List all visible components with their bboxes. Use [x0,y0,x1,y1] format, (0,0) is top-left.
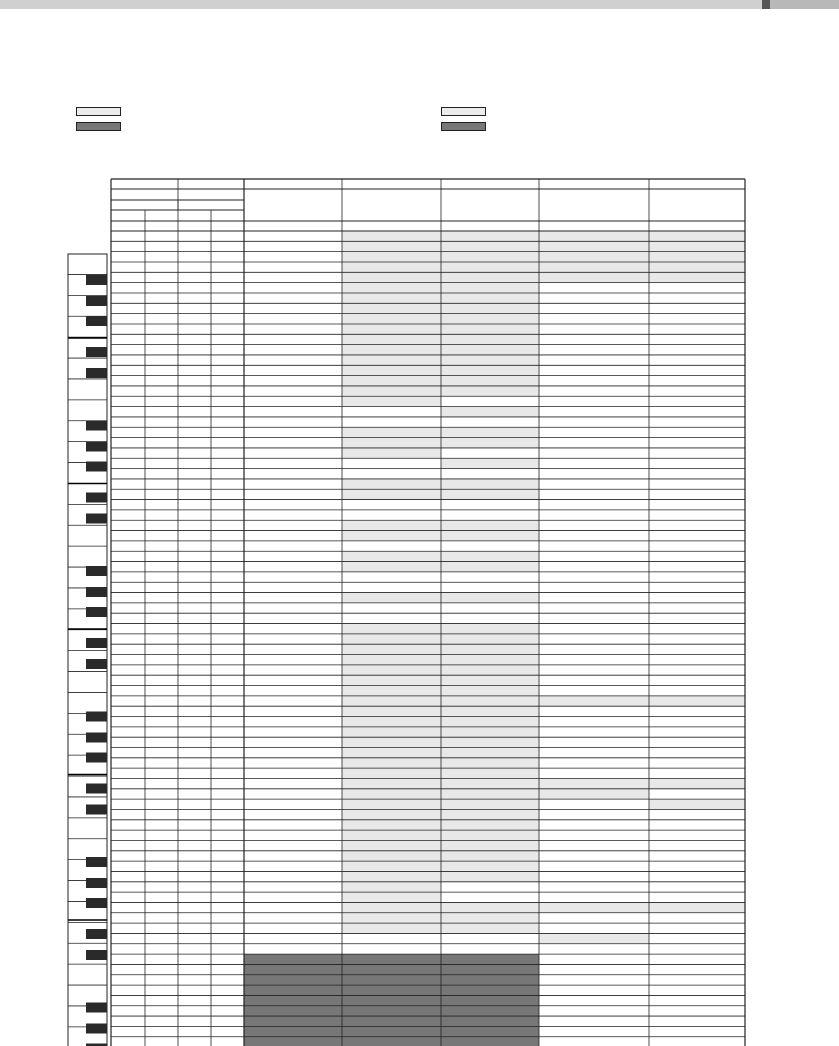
shaded-cell [342,809,441,819]
shaded-cell [441,686,539,696]
shaded-cell [342,345,441,355]
shaded-cell [441,655,539,665]
shaded-cell [342,448,441,458]
shaded-cell [342,231,441,241]
shaded-cell [539,241,649,251]
shaded-cell [342,871,441,881]
shaded-cell [342,283,441,293]
shaded-cell [342,262,441,272]
shaded-cell [441,355,539,365]
shaded-cell [342,355,441,365]
shaded-cell [441,345,539,355]
shaded-cell [342,396,441,406]
shaded-cell [649,241,745,251]
shaded-cell [441,840,539,850]
shaded-cell [441,531,539,541]
shaded-cell [342,655,441,665]
shaded-cell [441,923,539,933]
shaded-cell [441,748,539,758]
shaded-cell [441,789,539,799]
shaded-cell [441,871,539,881]
shaded-cell [342,851,441,861]
shaded-cell [539,272,649,282]
shaded-cell [441,696,539,706]
shaded-cell [342,562,441,572]
shaded-cell [441,489,539,499]
shaded-cell [342,252,441,262]
shaded-cell [342,778,441,788]
shaded-cell [441,758,539,768]
shaded-cell [441,303,539,313]
dark-cell-block [244,954,342,1046]
shaded-cell [342,303,441,313]
shaded-cell [441,283,539,293]
shaded-cell [342,438,441,448]
shaded-cell [441,778,539,788]
shaded-cell [342,923,441,933]
shaded-cell [342,376,441,386]
shaded-cell [441,365,539,375]
shaded-cell [441,851,539,861]
shaded-cell [649,272,745,282]
shaded-cell [441,820,539,830]
shaded-cell [649,696,745,706]
shaded-cell [441,644,539,654]
shaded-cell [441,376,539,386]
shaded-cell [342,314,441,324]
shaded-cell [342,840,441,850]
shaded-cell [441,675,539,685]
shaded-cell [441,717,539,727]
shaded-cell [539,902,649,912]
shaded-cell [649,252,745,262]
shaded-cell [342,830,441,840]
dark-cell-block [342,954,441,1046]
shaded-cell [342,799,441,809]
shaded-cell [342,861,441,871]
shaded-cell [342,551,441,561]
shaded-cell [342,820,441,830]
shaded-cell [441,407,539,417]
shaded-cell [441,913,539,923]
shaded-cell [342,737,441,747]
shaded-cell [342,789,441,799]
shaded-cell [441,665,539,675]
shaded-cell [342,696,441,706]
shaded-cell [441,293,539,303]
shaded-cell [342,531,441,541]
shaded-cell [441,262,539,272]
shaded-cell [342,489,441,499]
shaded-cell [441,551,539,561]
shaded-cell [441,427,539,437]
shaded-cell [342,334,441,344]
shaded-cell [441,902,539,912]
shaded-cell [441,231,539,241]
shaded-cell [342,624,441,634]
shaded-cell [441,634,539,644]
shaded-cell [441,438,539,448]
shaded-cell [649,778,745,788]
shaded-cell [441,830,539,840]
shaded-cell [441,272,539,282]
shaded-cell [441,334,539,344]
shaded-cell [441,324,539,334]
shaded-cell [342,892,441,902]
shaded-cell [649,902,745,912]
shaded-cell [342,365,441,375]
shaded-cell [342,634,441,644]
shaded-cell [539,933,649,943]
shaded-cell [342,748,441,758]
shaded-cell [342,758,441,768]
shaded-cell [342,427,441,437]
shaded-cell [441,479,539,489]
shaded-cell [441,593,539,603]
shaded-cell [539,231,649,241]
shaded-cell [441,768,539,778]
shaded-cell [342,241,441,251]
shaded-cell [342,902,441,912]
shaded-cell [342,717,441,727]
shaded-cell [441,624,539,634]
shaded-cell [441,314,539,324]
shaded-cell [441,252,539,262]
shaded-cell [649,262,745,272]
shaded-cell [441,706,539,716]
shaded-cell [539,262,649,272]
shaded-cell [342,479,441,489]
shaded-cell [342,675,441,685]
shaded-cell [342,727,441,737]
shaded-cell [441,861,539,871]
shaded-cell [539,252,649,262]
shaded-cell [441,386,539,396]
shaded-cell [649,799,745,809]
shaded-cell [342,665,441,675]
shaded-cell [441,520,539,530]
shaded-cell [649,231,745,241]
shaded-cell [342,882,441,892]
shaded-cell [441,737,539,747]
shaded-cell [539,696,649,706]
shaded-cell [342,272,441,282]
shaded-cell [441,562,539,572]
shaded-cell [342,686,441,696]
dark-cell-block [441,954,539,1046]
shaded-cell [342,593,441,603]
shaded-cell [441,809,539,819]
shaded-cell [441,799,539,809]
shaded-cell [539,789,649,799]
shaded-cell [441,458,539,468]
shaded-cell [342,520,441,530]
shaded-cell [342,706,441,716]
shaded-cell [441,241,539,251]
shaded-cell [342,386,441,396]
shaded-cell [342,644,441,654]
shaded-cell [342,324,441,334]
shaded-cell [342,293,441,303]
shaded-cell [441,727,539,737]
shaded-cell [342,913,441,923]
shaded-cell [342,768,441,778]
shaded-cell [539,778,649,788]
